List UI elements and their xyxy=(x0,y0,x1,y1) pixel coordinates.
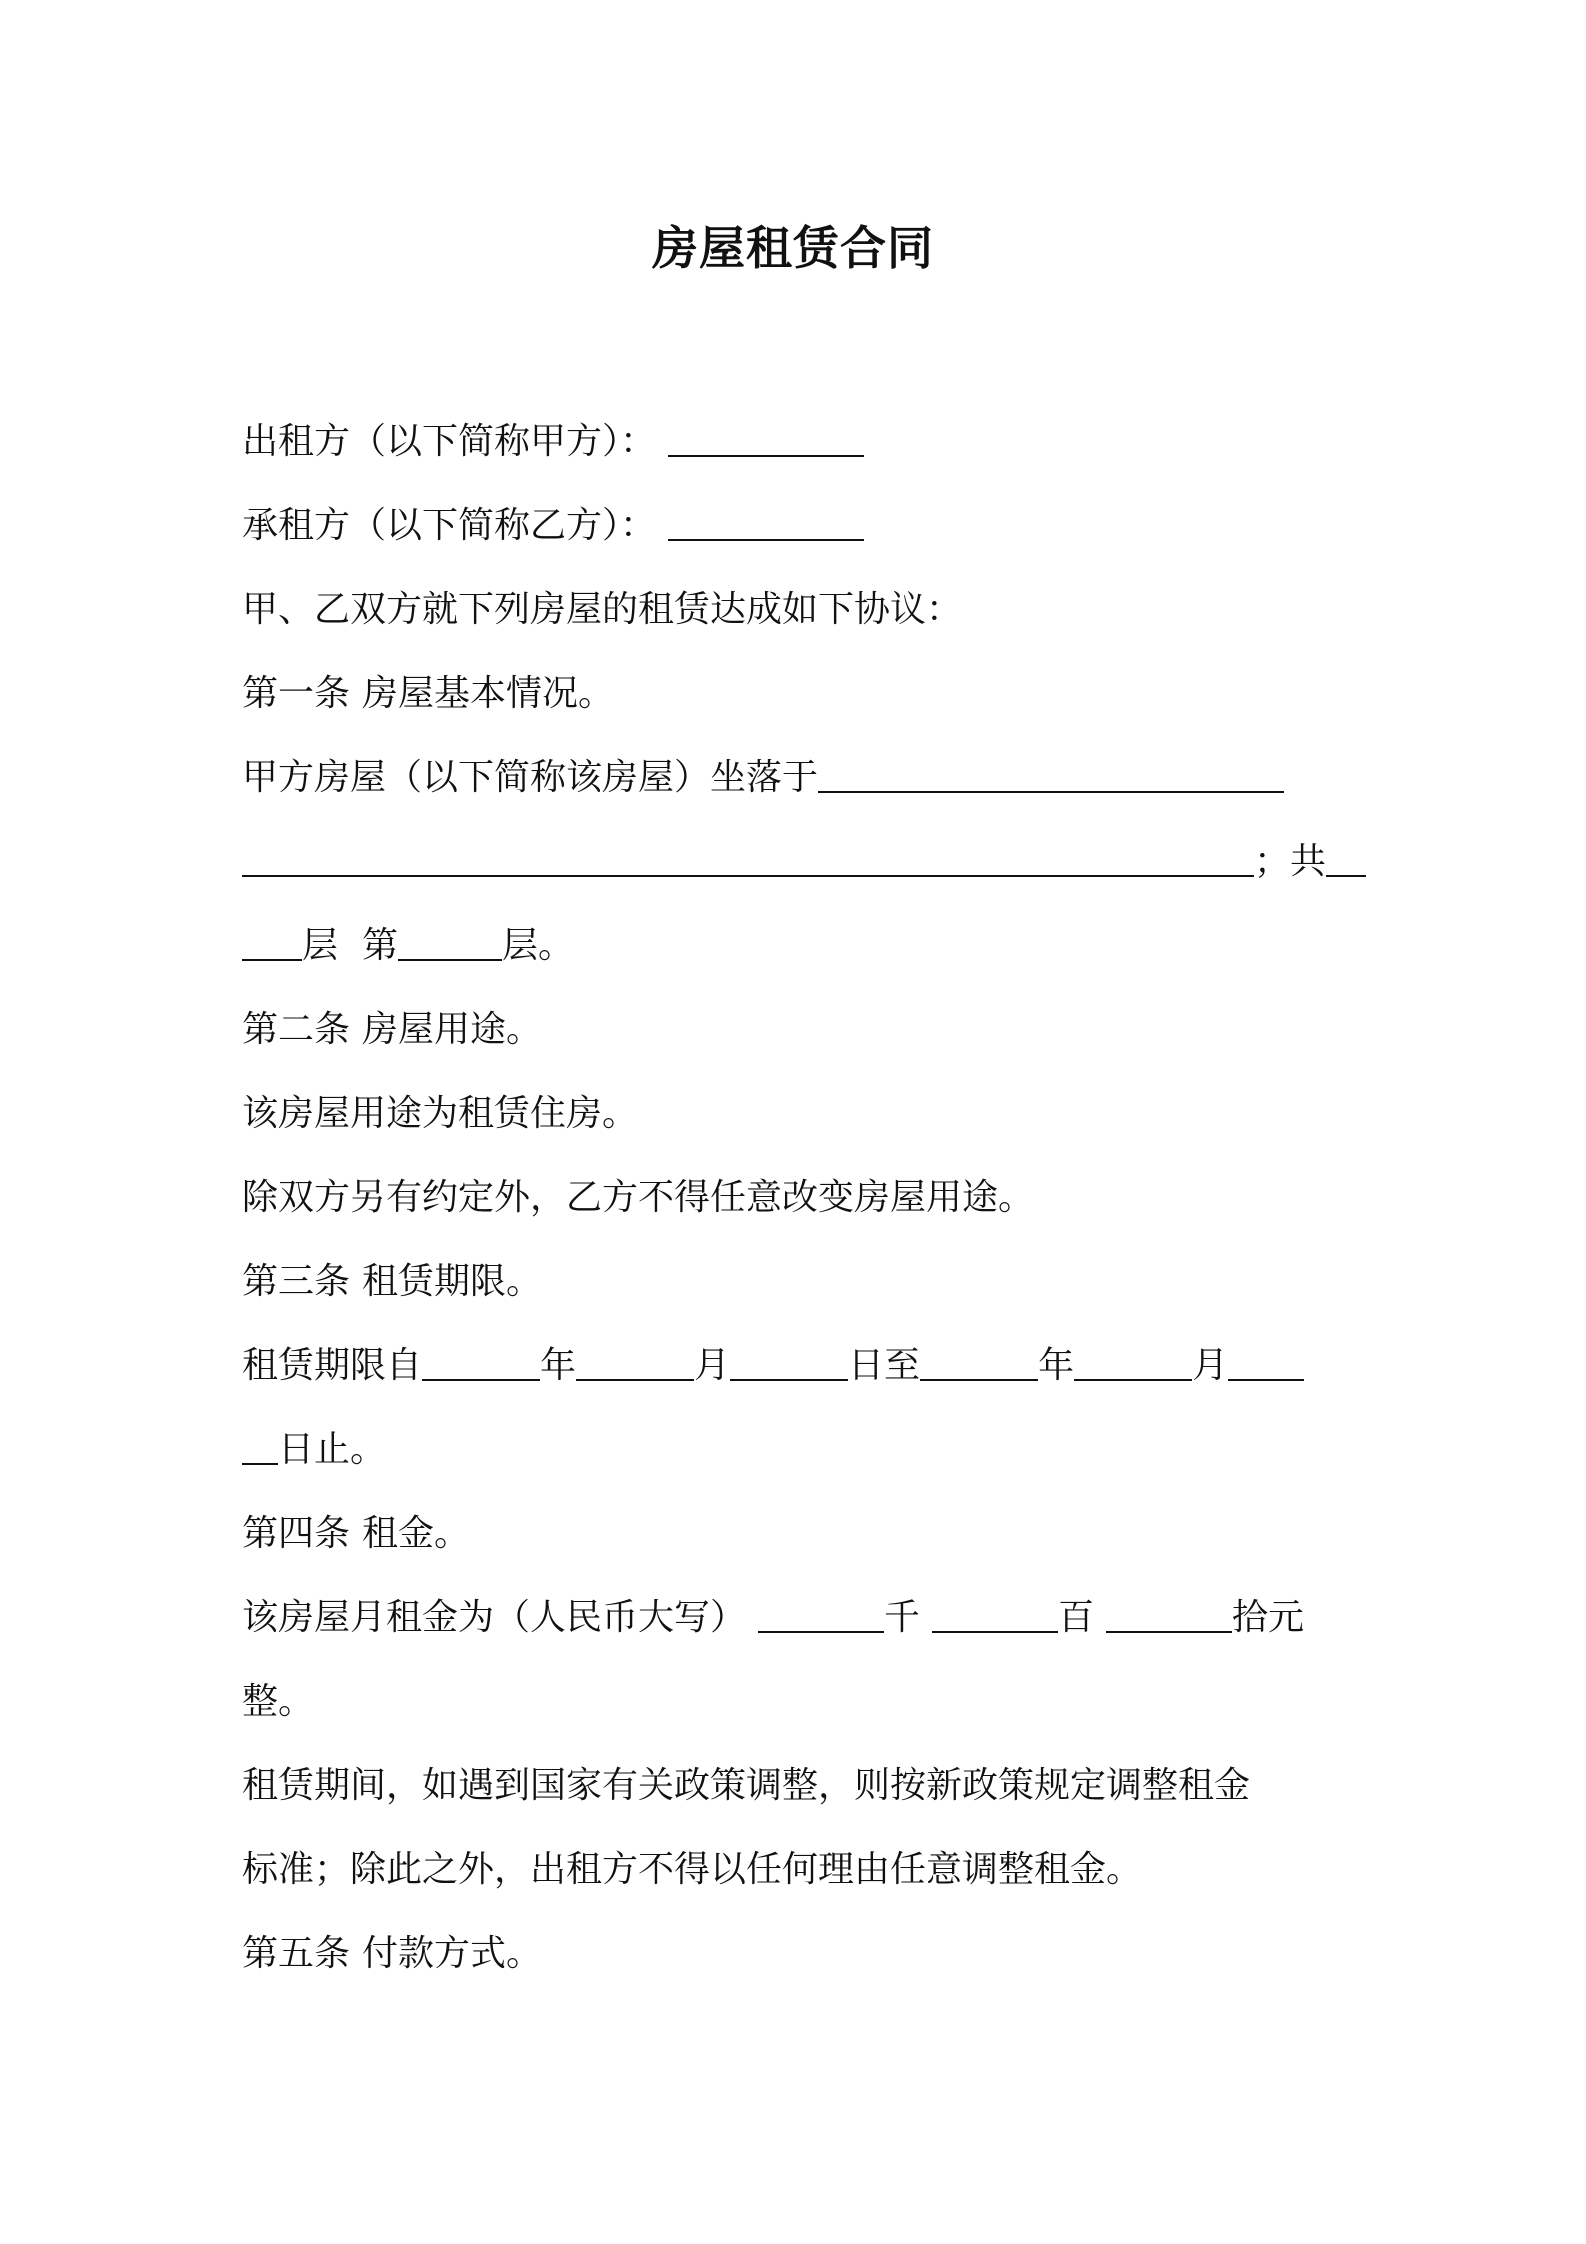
end-month-label: 月 xyxy=(1192,1345,1229,1386)
article4-title: 租金。 xyxy=(362,1513,471,1554)
location-blank-2 xyxy=(242,829,1254,877)
article3-number: 第三条 xyxy=(242,1261,351,1302)
article5-heading xyxy=(242,1912,1362,1996)
lessor-label: 出租方（以下简称甲方）： xyxy=(242,421,657,462)
total-floors-blank-b xyxy=(242,913,302,961)
thousand-label: 千 xyxy=(884,1597,921,1638)
location-blank-1 xyxy=(818,745,1284,793)
lessee-line xyxy=(242,484,1362,568)
term-prefix: 租赁期限自 xyxy=(242,1345,423,1386)
article4-number: 第四条 xyxy=(242,1513,351,1554)
page-title: 房屋租赁合同 xyxy=(652,221,934,275)
floor-number-blank xyxy=(398,913,502,961)
article2-line2: 除双方另有约定外，乙方不得任意改变房屋用途。 xyxy=(242,1177,1035,1218)
end-year-blank xyxy=(920,1333,1038,1381)
article4-rent-line xyxy=(242,1576,1362,1660)
start-month-label: 月 xyxy=(694,1345,731,1386)
total-floors-prefix: ；共 xyxy=(1254,841,1327,882)
article3-term-line xyxy=(242,1324,1362,1408)
end-day-blank-b xyxy=(242,1417,278,1465)
article1-floor-line xyxy=(242,904,1362,988)
lessor-name-blank xyxy=(668,409,864,457)
article4-adjust-line1: 租赁期间，如遇到国家有关政策调整，则按新政策规定调整租金 xyxy=(242,1765,1251,1806)
end-day-blank-a xyxy=(1228,1333,1304,1381)
ten-yuan-label: 拾元 xyxy=(1232,1597,1305,1638)
article3-term-end-line xyxy=(242,1408,1362,1492)
intro-line: 甲、乙双方就下列房屋的租赁达成如下协议： xyxy=(242,589,963,630)
article5-number: 第五条 xyxy=(242,1933,351,1974)
rent-thousand-blank xyxy=(758,1585,884,1633)
day-end-label: 日止。 xyxy=(278,1429,387,1470)
rent-hundred-blank xyxy=(932,1585,1058,1633)
day-to-label: 日至 xyxy=(848,1345,921,1386)
article5-title: 付款方式。 xyxy=(362,1933,543,1974)
article3-title: 租赁期限。 xyxy=(362,1261,543,1302)
lessee-name-blank xyxy=(668,493,864,541)
total-floors-blank-a xyxy=(1326,829,1366,877)
article1-location-line-2 xyxy=(242,820,1362,904)
start-month-blank xyxy=(576,1333,694,1381)
end-year-label: 年 xyxy=(1038,1345,1075,1386)
hundred-label: 百 xyxy=(1058,1597,1095,1638)
article1-title: 房屋基本情况。 xyxy=(362,673,615,714)
rent-ten-blank xyxy=(1106,1585,1232,1633)
article2-number: 第二条 xyxy=(242,1009,351,1050)
article1-location-line xyxy=(242,736,1362,820)
rent-prefix: 该房屋月租金为（人民币大写） xyxy=(242,1597,747,1638)
article4-whole-line: 整。 xyxy=(242,1681,315,1722)
floor-suffix: 层。 xyxy=(502,925,575,966)
end-month-blank xyxy=(1074,1333,1192,1381)
lessor-line xyxy=(242,400,1362,484)
floor-prefix: 第 xyxy=(362,925,399,966)
floors-unit: 层 xyxy=(302,925,339,966)
article2-heading xyxy=(242,988,1362,1072)
article2-title: 房屋用途。 xyxy=(362,1009,543,1050)
location-prefix: 甲方房屋（以下简称该房屋）坐落于 xyxy=(242,757,819,798)
start-year-blank xyxy=(422,1333,540,1381)
start-day-blank xyxy=(730,1333,848,1381)
contract-body xyxy=(242,400,1362,1996)
lessee-label: 承租方（以下简称乙方）： xyxy=(242,505,657,546)
article4-heading xyxy=(242,1492,1362,1576)
article2-line1: 该房屋用途为租赁住房。 xyxy=(242,1093,639,1134)
article1-heading xyxy=(242,652,1362,736)
article1-number: 第一条 xyxy=(242,673,351,714)
article4-adjust-line2: 标准；除此之外，出租方不得以任何理由任意调整租金。 xyxy=(242,1849,1143,1890)
start-year-label: 年 xyxy=(540,1345,577,1386)
article3-heading xyxy=(242,1240,1362,1324)
